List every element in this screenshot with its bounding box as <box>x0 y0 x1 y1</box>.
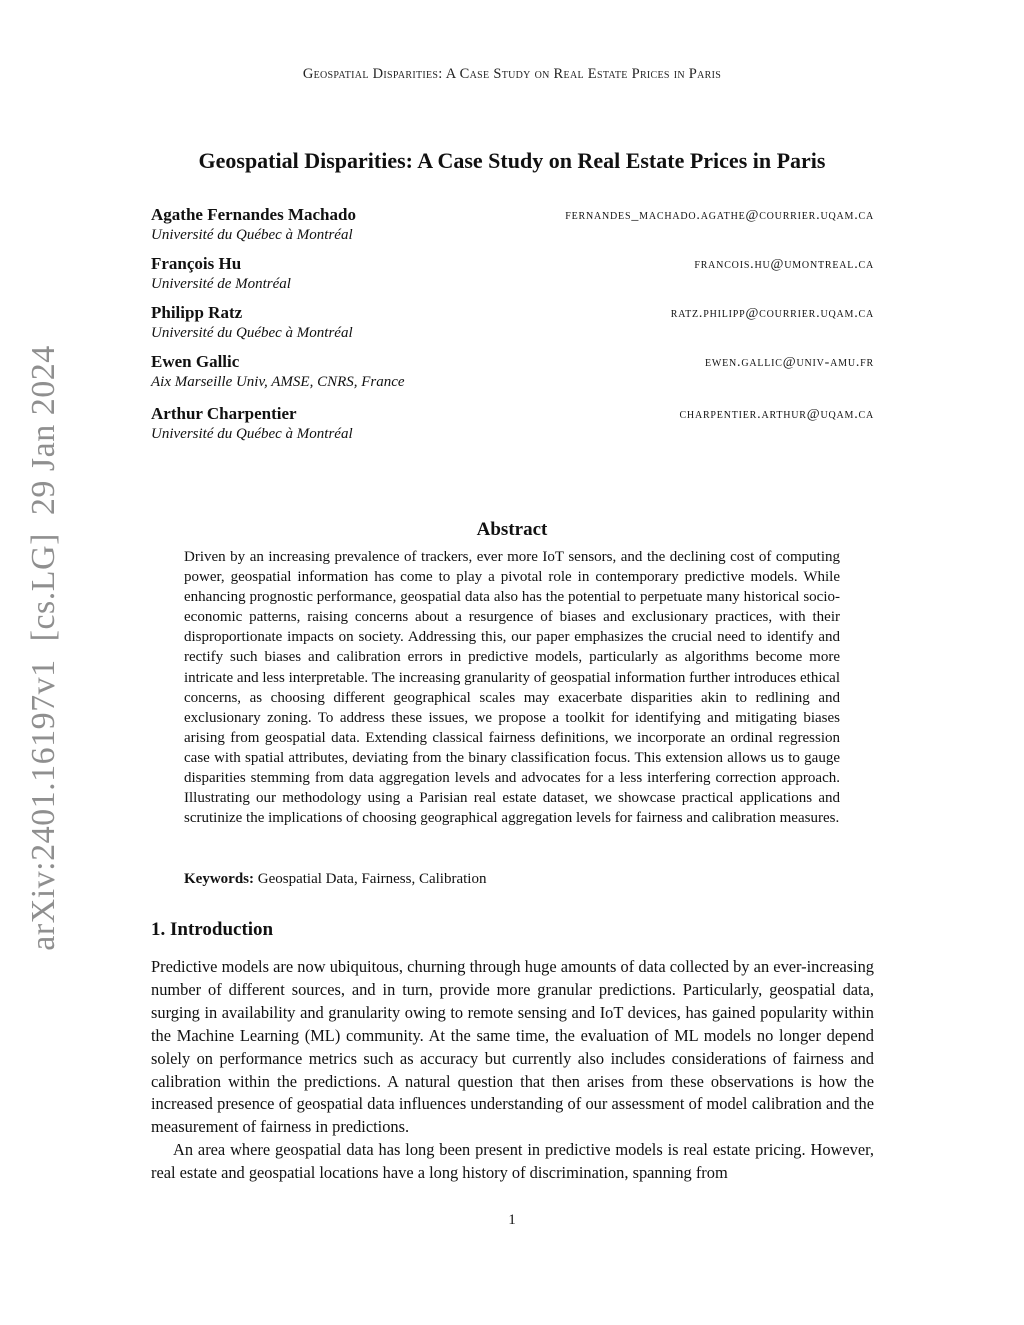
author-block <box>151 404 874 453</box>
abstract-text: Driven by an increasing prevalence of trackers, ever more IoT sensors, and the declining cost of computing power, geospatial information has come to play a pivotal role in contemporary predictive models. While enhancing prognostic performance, geospatial data also has the potential to perpetuate many historical socio-economic patterns, raising concerns about a resurgence of biases and exclusionary practices, with their disproportionate impacts on society. Addressing this, our paper emphasizes the crucial need to identify and rectify such biases and calibration errors in predictive models, particularly as algorithms become more intricate and less interpretable. The increasing granularity of geospatial information further introduces ethical concerns, as choosing different geographical scales may exacerbate disparities akin to redlining and exclusionary zoning. To address these issues, we propose a toolkit for identifying and mitigating biases arising from geospatial data. Extending classical fairness definitions, we incorporate an ordinal regression case with spatial attributes, deviating from the binary classification focus. This extension allows us to gauge disparities stemming from data aggregation levels and advocates for a less interfering correction approach. Illustrating our methodology using a Parisian real estate dataset, we showcase practical applications and scrutinize the implications of choosing geographical aggregation levels for fairness and calibration measures. <box>184 549 840 827</box>
author-email: ewen.gallic@univ-amu.fr <box>704 355 874 370</box>
author-name: Arthur Charpentier <box>151 404 297 423</box>
author-affiliation: Aix Marseille Univ, AMSE, CNRS, France <box>151 374 405 390</box>
author-block <box>151 254 874 303</box>
author-name: Ewen Gallic <box>151 352 240 371</box>
section-heading-introduction: 1. Introduction <box>151 919 274 940</box>
author-affiliation: Université du Québec à Montréal <box>151 227 353 243</box>
paper-title: Geospatial Disparities: A Case Study on Real Estate Prices in Paris <box>198 148 826 173</box>
author-email: francois.hu@umontreal.ca <box>694 257 874 272</box>
arxiv-identifier-stamp: arXiv:2401.16197v1 [cs.LG] 29 Jan 2024 <box>25 345 62 951</box>
author-block <box>151 352 874 404</box>
author-affiliation: Université de Montréal <box>151 276 291 292</box>
paragraph: An area where geospatial data has long been present in predictive models is real estate pricing. However, real estate and geospatial locations have a long history of discrimination, spanning from <box>151 1140 874 1183</box>
author-name: Philipp Ratz <box>151 303 243 322</box>
author-block <box>151 205 874 254</box>
page-number: 1 <box>508 1212 516 1228</box>
running-head: Geospatial Disparities: A Case Study on Real Estate Prices in Paris <box>302 66 722 82</box>
author-block <box>151 303 874 352</box>
keywords-line <box>184 869 840 889</box>
author-list <box>151 205 874 453</box>
author-email: ratz.philipp@courrier.uqam.ca <box>670 306 874 321</box>
author-name: Agathe Fernandes Machado <box>151 205 356 224</box>
author-email: fernandes_machado.agathe@courrier.uqam.ca <box>565 208 874 223</box>
paragraph: Predictive models are now ubiquitous, churning through huge amounts of data collected by an ever-increasing number of different sources, and in turn, provide more granular predictions. Particularly, geospatial data, surging in availability and granularity owing to remote sensing and IoT devices, has gained popularity within the Machine Learning (ML) community. At the same time, the evaluation of ML models no longer depend solely on performance metrics such as accuracy but currently also includes considerations of fairness and calibration within the predictions. A natural question that then arises from these observations is how the increased presence of geospatial data influences understanding of our assessment of model calibration and the measurement of fairness in predictions. <box>151 957 874 1137</box>
keywords-label: Keywords: <box>184 871 254 887</box>
author-affiliation: Université du Québec à Montréal <box>151 325 353 341</box>
introduction-body <box>151 956 874 1185</box>
keywords-value: Geospatial Data, Fairness, Calibration <box>257 871 487 887</box>
author-name: François Hu <box>151 254 242 273</box>
author-email: charpentier.arthur@uqam.ca <box>679 407 874 422</box>
abstract-heading: Abstract <box>476 519 548 540</box>
author-affiliation: Université du Québec à Montréal <box>151 426 353 442</box>
